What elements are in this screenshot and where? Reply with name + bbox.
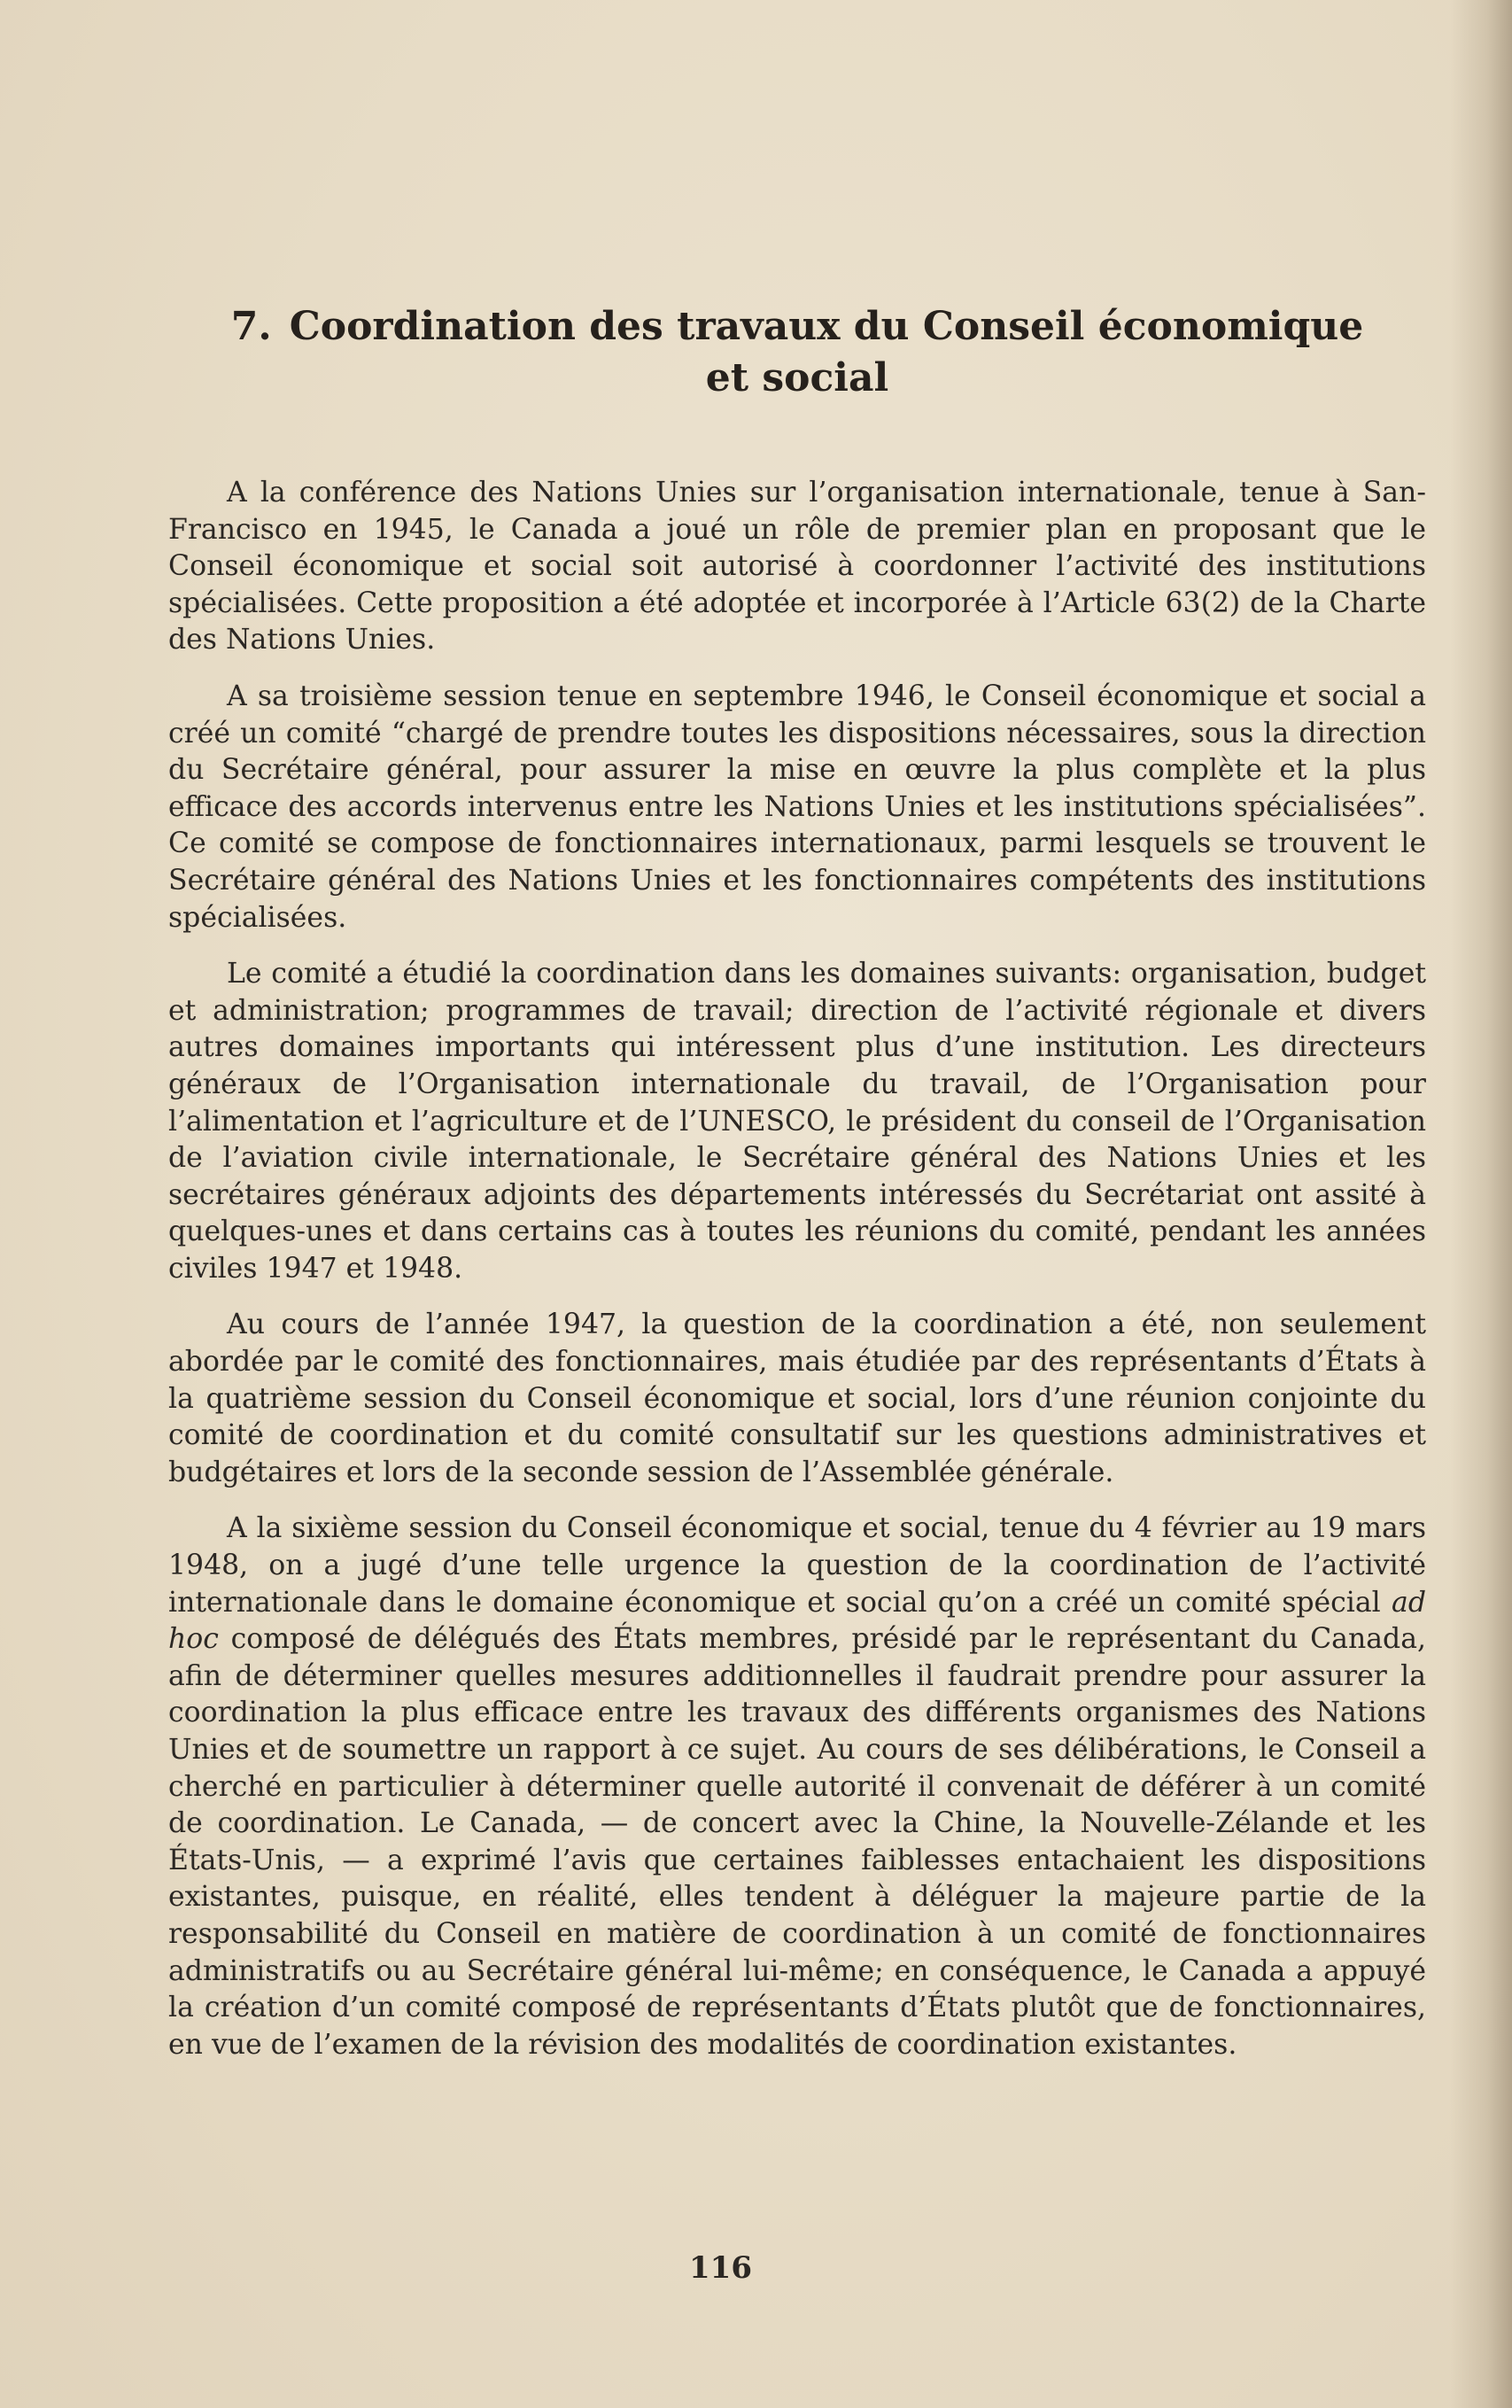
section-number: 7. [230,304,272,349]
section-title [168,301,1426,404]
paragraph-5-italic-term: ad hoc [168,1586,1426,1656]
paragraph-5-part-2: composé de délégués des États membres, présidé par le représentant du Canada, afin de déterminer quelles mesures additionnelles il faudrait prendre pour assurer la coordination la plus efficace entre les travaux des différents organismes des Nations Unies et de soumettre un rapport à ce sujet. Au cours de ses délibérations, le Conseil a cherché en particulier à déterminer quelle autorité il convenait de déférer à un comité de coordination. Le Canada, — de concert avec la Chine, la Nouvelle-Zélande et les États-Unis, — a exprimé l’avis que certaines faiblesses entachaient les dispositions existantes, puisque, en réalité, elles tendent à déléguer la majeure partie de la responsabilité du Conseil en matière de coordination à un comité de fonctionnaires administratifs ou au Secrétaire général lui-même; en conséquence, le Canada a appuyé la création d’un comité composé de représentants d’États plutôt que de fonctionnaires, en vue de l’examen de la révision des modalités de coordination existantes. [168,1623,1426,2061]
page-number: 116 [689,2250,752,2286]
paragraph-5-part-1: A la sixième session du Conseil économique et social, tenue du 4 février au 19 mars 1948, on a jugé d’une telle urgence la question de la coordination de l’activité internationale dans le domaine économique et social qu’on a créé un comité spécial [168,1512,1426,1619]
section-title-line-2: et social [705,355,889,400]
page-content [168,301,1426,2083]
paragraph-1: A la conférence des Nations Unies sur l’organisation internationale, tenue à San-Francisco en 1945, le Canada a joué un rôle de premier plan en proposant que le Conseil économique et social soit autorisé à coordonner l’activité des institutions spécialisées. Cette proposition a été adoptée et incorporée à l’Article 63(2) de la Charte des Nations Unies. [168,477,1426,656]
paragraph-5 [168,1511,1426,2063]
paragraph-2: A sa troisième session tenue en septembre 1946, le Conseil économique et social a créé un comité “chargé de prendre toutes les dispositions nécessaires, sous la direction du Secrétaire général, pour assurer la mise en œuvre la plus complète et la plus efficace des accords intervenus entre les Nations Unies et les institutions spécialisées”. Ce comité se compose de fonctionnaires internationaux, parmi lesquels se trouvent le Secrétaire général des Nations Unies et les fonctionnaires compétents des institutions spécialisées. [168,680,1426,934]
paragraph-4: Au cours de l’année 1947, la question de la coordination a été, non seulement abordée par le comité des fonctionnaires, mais étudiée par des représentants d’États à la quatrième session du Conseil économique et social, lors d’une réunion conjointe du comité de coordination et du comité consultatif sur les questions administratives et budgétaires et lors de la seconde session de l’Assemblée générale. [168,1309,1426,1488]
paragraph-3: Le comité a étudié la coordination dans les domaines suivants: organisation, budget et administration; programmes de travail; direction de l’activité régionale et divers autres domaines importants qui intéressent plus d’une institution. Les directeurs généraux de l’Organisation internationale du travail, de l’Organisation pour l’alimentation et l’agriculture et de l’UNESCO, le président du conseil de l’Organisation de l’aviation civile internationale, le Secrétaire général des Nations Unies et les secrétaires généraux adjoints des départements intéressés du Secrétariat ont assité à quelques-unes et dans certains cas à toutes les réunions du comité, pendant les années civiles 1947 et 1948. [168,958,1426,1285]
section-title-line-1: Coordination des travaux du Conseil économique [289,304,1364,349]
